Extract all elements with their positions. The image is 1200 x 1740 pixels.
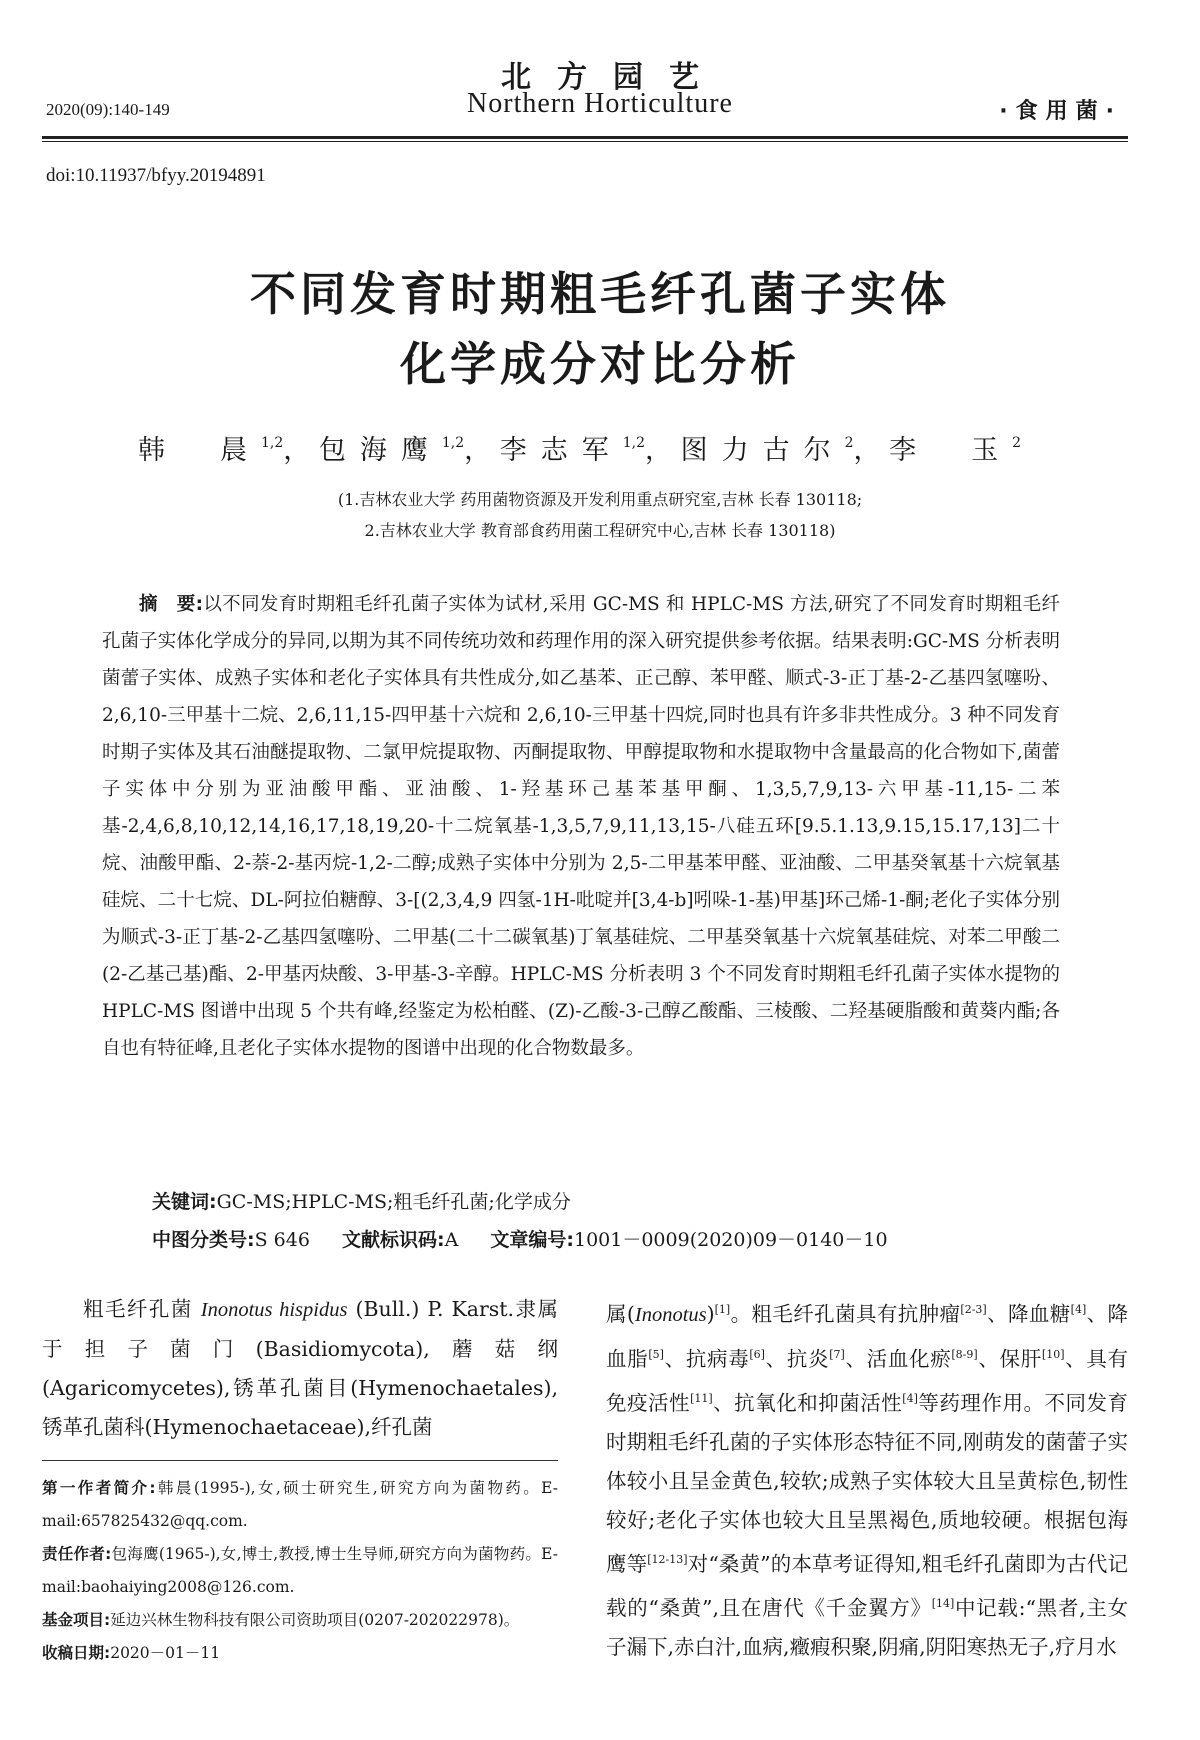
- citation-ref[interactable]: [12-13]: [647, 1553, 688, 1566]
- citation-ref[interactable]: [1]: [714, 1303, 731, 1316]
- doc-code-label: 文献标识码:: [341, 1229, 445, 1251]
- abstract: [102, 586, 1060, 1067]
- body-text: 、活血化瘀: [844, 1347, 952, 1371]
- body-text: 、抗病毒: [663, 1347, 750, 1371]
- footnote-text: 延边兴林生物科技有限公司资助项目(0207-202022978)。: [110, 1611, 520, 1629]
- issue-info: 2020(09):140-149: [46, 100, 170, 119]
- body-text: ): [706, 1302, 715, 1326]
- affiliation-2: 2.吉林农业大学 教育部食药用菌工程研究中心,吉林 长春 130118): [364, 521, 836, 540]
- footnotes: [42, 1472, 558, 1670]
- doi[interactable]: doi:10.11937/bfyy.20194891: [46, 165, 266, 186]
- footnote-label: 责任作者:: [42, 1545, 112, 1563]
- author-name: 图力古尔: [680, 435, 845, 466]
- body-text: 、降血糖: [986, 1302, 1071, 1326]
- affiliation-1: (1.吉林农业大学 药用菌物资源及开发利用重点研究室,吉林 长春 130118;: [337, 490, 863, 509]
- citation-ref[interactable]: [6]: [749, 1348, 765, 1361]
- body-text: 等药理作用。不同发育时期粗毛纤孔菌的子实体形态特征不同,刚萌发的菌蕾子实体较小且呈金黄色,较软;成熟子实体较大且呈黄棕色,韧性较好;老化子实体也较大且呈黑褐色,质地较硬。根据包海鹰等: [606, 1391, 1129, 1576]
- author-affiliation-mark: 2: [1012, 435, 1022, 451]
- footnote-first-author: [42, 1472, 558, 1538]
- author-list: 韩 晨$^{1,2}$， 包海鹰$^{1,2}$， 李志军$^{1,2}$， 图力古尔$^2$， 李 玉$^2$: [138, 435, 1022, 466]
- footnote-label: 基金项目:: [42, 1611, 111, 1629]
- keywords-text: GC-MS;HPLC-MS;粗毛纤孔菌;化学成分: [216, 1191, 571, 1213]
- footnote-text: 2020－01－11: [110, 1644, 221, 1662]
- doc-code-value: A: [444, 1229, 459, 1251]
- citation-ref[interactable]: [14]: [931, 1597, 955, 1610]
- author-affiliation-mark: 1,2: [622, 435, 645, 451]
- citation-ref[interactable]: [5]: [648, 1348, 664, 1361]
- author-name: 包海鹰: [318, 435, 442, 466]
- citation-ref[interactable]: [8-9]: [951, 1348, 978, 1361]
- abstract-label: 摘 要:: [139, 594, 203, 615]
- body-text: 、保肝: [977, 1347, 1042, 1371]
- author-name: 李 玉: [889, 435, 1013, 466]
- article-number-value: 1001－0009(2020)09－0140－10: [573, 1229, 888, 1251]
- body-text: 、具有免疫活性: [606, 1347, 1129, 1415]
- citation-ref[interactable]: [10]: [1041, 1348, 1065, 1361]
- author-affiliation-mark: 1,2: [441, 435, 465, 451]
- classification-line: [152, 1225, 914, 1252]
- citation-ref[interactable]: [2-3]: [960, 1303, 987, 1316]
- keywords-label: 关键词:: [152, 1191, 217, 1213]
- body-text: 对“桑黄”的本草考证得知,粗毛纤孔菌即为古代记载的“桑黄”,且在唐代《千金翼方》: [606, 1552, 1128, 1620]
- genus-latin-name: Inonotus: [634, 1304, 707, 1326]
- citation-ref[interactable]: [4]: [902, 1392, 918, 1405]
- body-text: (Bull.) P. Karst.隶属于担子菌门(Basidiomycota),蘑菇纲(Agaricomycetes),锈革孔菌目(Hymenochaetales),锈革孔菌科(Hymenochaetaceae),纤孔菌: [42, 1297, 558, 1439]
- article-number-label: 文章编号:: [490, 1229, 574, 1251]
- footnote-text: 包海鹰(1965-),女,博士,教授,博士生导师,研究方向为菌物药。E-mail:baohaiying2008@126.com.: [42, 1545, 558, 1596]
- footnote-label: 第一作者简介:: [42, 1479, 156, 1497]
- header-rule-thin: [42, 141, 1128, 142]
- author-affiliation-mark: 2: [844, 435, 854, 451]
- paper-title-line1: 不同发育时期粗毛纤孔菌子实体: [250, 267, 950, 321]
- body-text: 。粗毛纤孔菌具有抗肿瘤: [730, 1302, 961, 1326]
- keywords: [152, 1187, 571, 1214]
- footnote-corresponding-author: [42, 1538, 558, 1604]
- body-text: 中记载:“黑者,主女子漏下,赤白汁,血病,癥瘕积聚,阴痛,阴阳寒热无子,疗月水: [606, 1596, 1128, 1659]
- section-label: ·食用菌·: [999, 99, 1122, 124]
- body-text: 、降血脂: [606, 1302, 1129, 1371]
- clc-label: 中图分类号:: [152, 1229, 255, 1251]
- paper-title-line2: 化学成分对比分析: [400, 337, 800, 391]
- body-left-column: [42, 1290, 558, 1447]
- header-rule: [42, 136, 1128, 139]
- body-right-column: [606, 1290, 1128, 1667]
- footnote-label: 收稿日期:: [42, 1644, 111, 1662]
- citation-ref[interactable]: [4]: [1070, 1303, 1087, 1316]
- footnote-funding: [42, 1604, 558, 1637]
- clc-value: S 646: [254, 1229, 310, 1251]
- body-text: 粗毛纤孔菌: [83, 1297, 201, 1321]
- species-latin-name: Inonotus hispidus: [200, 1299, 348, 1321]
- author-affiliation-mark: 1,2: [261, 435, 284, 451]
- body-text: 、抗氧化和抑菌活性: [712, 1391, 903, 1415]
- footnote-text: 韩晨(1995-),女,硕士研究生,研究方向为菌物药。E-mail:657825432@qq.com.: [42, 1479, 558, 1530]
- citation-ref[interactable]: [11]: [690, 1392, 713, 1405]
- journal-title-en: Northern Horticulture: [467, 88, 733, 119]
- abstract-text: 以不同发育时期粗毛纤孔菌子实体为试材,采用 GC-MS 和 HPLC-MS 方法,研究了不同发育时期粗毛纤孔菌子实体化学成分的异同,以期为其不同传统功效和药理作用的深入研究提供参考依据。结果表明:GC-MS 分析表明菌蕾子实体、成熟子实体和老化子实体具有共性成分,如乙基苯、正己醇、苯甲醛、顺式-3-正丁基-2-乙基四氢噻吩、2,6,10-三甲基十二烷、2,6,11,15-四甲基十六烷和 2,6,10-三甲基十四烷,同时也具有许多非共性成分。3 种不同发育时期子实体及其石油醚提取物、二氯甲烷提取物、丙酮提取物、甲醇提取物和水提取物中含量最高的化合物如下,菌蕾子实体中分别为亚油酸甲酯、亚油酸、1-羟基环己基苯基甲酮、1,3,5,7,9,13-六甲基-11,15-二苯基-2,4,6,8,10,12,14,16,17,18,19,20-十二烷氧基-1,3,5,7,9,11,13,15-八硅五环[9.5.1.13,9.15,15.17,13]二十烷、油酸甲酯、2-萘-2-基丙烷-1,2-二醇;成熟子实体中分别为 2,5-二甲基苯甲醛、亚油酸、二甲基癸氧基十六烷氧基硅烷、二十七烷、DL-阿拉伯糖醇、3-[(2,3,4,9 四氢-1H-吡啶并[3,4-b]吲哚-1-基)甲基]环己烯-1-酮;老化子实体分别为顺式-3-正丁基-2-乙基四氢噻吩、二甲基(二十二碳氧基)丁氧基硅烷、二甲基癸氧基十六烷氧基硅烷、对苯二甲酸二(2-乙基己基)酯、2-甲基丙炔酸、3-甲基-3-辛醇。HPLC-MS 分析表明 3 个不同发育时期粗毛纤孔菌子实体水提物的 HPLC-MS 图谱中出现 5 个共有峰,经鉴定为松柏醛、(Z)-乙酸-3-己醇乙酸酯、三棱酸、二羟基硬脂酸和黄葵内酯;各自也有特征峰,且老化子实体水提物的图谱中出现的化合物数最多。: [102, 594, 1060, 1059]
- footnote-rule: [42, 1460, 558, 1461]
- citation-ref[interactable]: [7]: [829, 1348, 845, 1361]
- journal-title-cn: 北方园艺: [501, 60, 725, 95]
- body-text: 、抗炎: [764, 1347, 830, 1371]
- author-name: 李志军: [499, 435, 623, 466]
- body-text: 属(: [606, 1302, 635, 1326]
- footnote-received-date: [42, 1637, 558, 1670]
- author-name: 韩 晨: [138, 435, 261, 466]
